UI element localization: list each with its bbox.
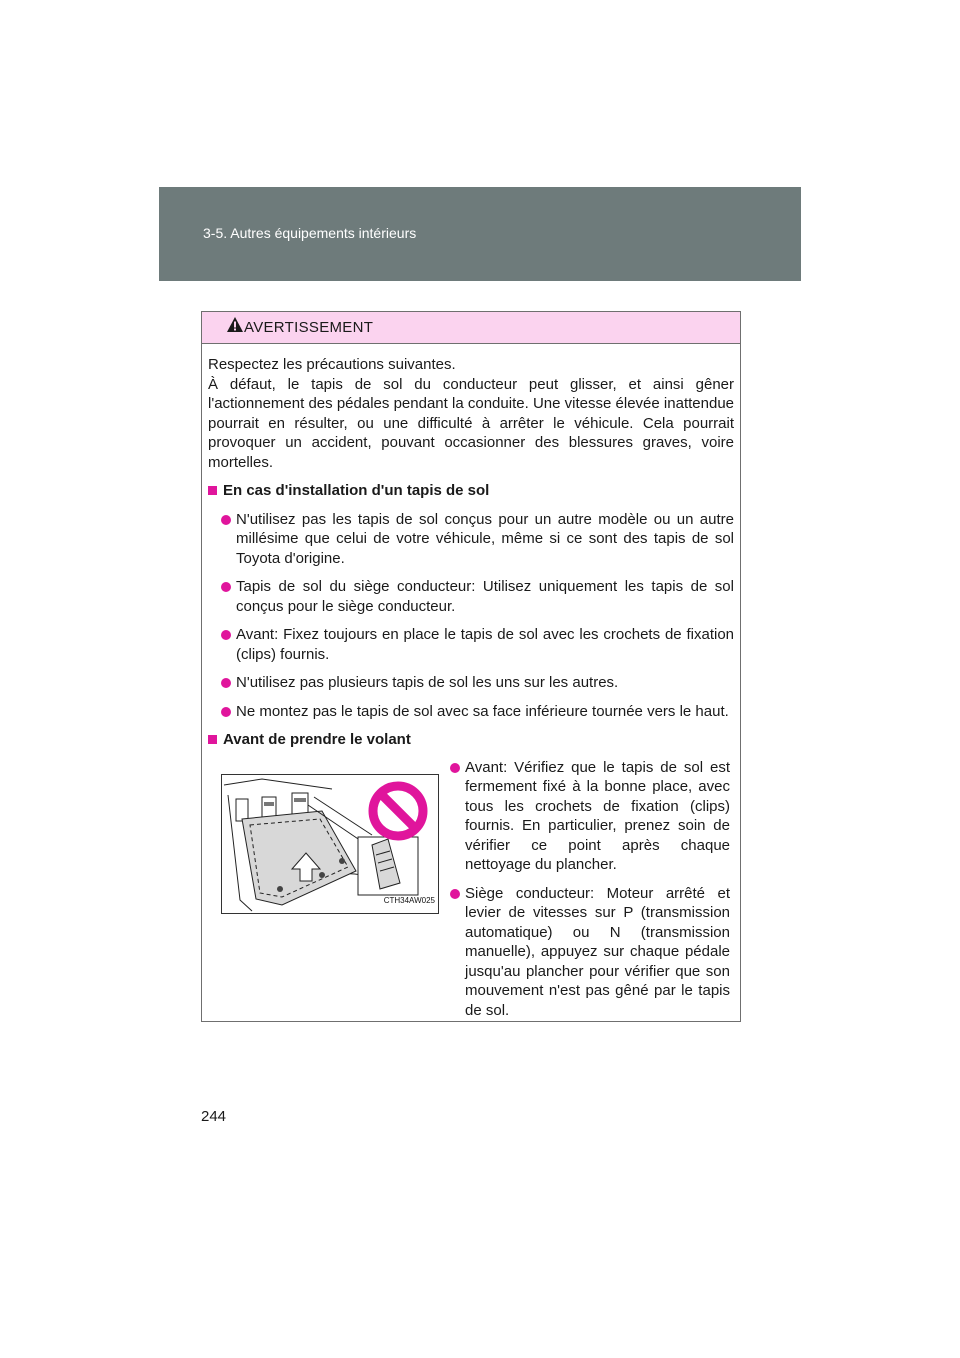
section2-bullets — [439, 758, 734, 1030]
round-bullet-icon — [450, 763, 460, 773]
list-item-text: N'utilisez pas plusieurs tapis de sol les uns sur les autres. — [236, 674, 619, 691]
list-item-text: Siège conducteur: Moteur arrêté et levier de vitesses sur P (transmission automatique) ou N (transmission manuelle), appuyez sur chaque pédale jusqu'au plancher pour vérifier que son mouvement n'est pas gêné par le tapis de sol. — [465, 884, 730, 1019]
section2-content — [208, 758, 734, 1030]
round-bullet-icon — [221, 678, 231, 688]
page-number: 244 — [201, 1108, 227, 1125]
section-header — [159, 187, 801, 281]
floor-mat-illustration — [221, 774, 439, 914]
warning-title: AVERTISSEMENT — [244, 319, 374, 336]
round-bullet-icon — [221, 630, 231, 640]
list-item — [208, 702, 734, 722]
warning-triangle-icon — [226, 316, 244, 333]
list-item-text: Tapis de sol du siège conducteur: Utilisez uniquement les tapis de sol conçus pour le siège conducteur. — [236, 578, 734, 615]
list-item-text: Avant: Vérifiez que le tapis de sol est fermement fixé à la bonne place, avec tous les crochets de fixation (clips) fournis. En particulier, prenez soin de vérifier ce point après chaque nettoyage du plancher. — [465, 758, 730, 873]
square-bullet-icon — [208, 486, 217, 495]
round-bullet-icon — [221, 582, 231, 592]
round-bullet-icon — [221, 707, 231, 717]
list-item — [208, 625, 734, 664]
section2-heading-text: Avant de prendre le volant — [223, 731, 411, 748]
intro-paragraph: À défaut, le tapis de sol du conducteur peut glisser, et ainsi gêner l'actionnement des pédales pendant la conduite. Une vitesse élevée inattendue pourrait en résulter, ou une difficulté à arrêter le véhicule. Cela pourrait provoquer un accident, pouvant occasionner des blessures graves, voire mortelles. — [208, 375, 734, 471]
section1-heading-text: En cas d'installation d'un tapis de sol — [223, 482, 490, 499]
list-item — [208, 577, 734, 616]
list-item — [208, 673, 734, 693]
list-item — [208, 510, 734, 569]
list-item — [450, 758, 730, 875]
section2-heading — [208, 730, 734, 750]
square-bullet-icon — [208, 735, 217, 744]
section-title: 3-5. Autres équipements intérieurs — [203, 225, 417, 241]
warning-box — [201, 311, 741, 1022]
figure-code: CTH34AW025 — [383, 896, 435, 905]
list-item-text: Avant: Fixez toujours en place le tapis de sol avec les crochets de fixation (clips) fournis. — [236, 626, 734, 663]
round-bullet-icon — [221, 515, 231, 525]
list-item-text: Ne montez pas le tapis de sol avec sa face inférieure tournée vers le haut. — [236, 702, 729, 720]
warning-header — [202, 312, 740, 344]
round-bullet-icon — [450, 889, 460, 899]
list-item — [450, 884, 730, 1021]
intro-line: Respectez les précautions suivantes. — [208, 356, 456, 373]
list-item-text: N'utilisez pas les tapis de sol conçus pour un autre modèle ou un autre millésime que celui de votre véhicule, même si ce sont des tapis de sol Toyota d'origine. — [236, 510, 734, 567]
section1-heading — [208, 481, 734, 501]
warning-body — [202, 344, 740, 1029]
